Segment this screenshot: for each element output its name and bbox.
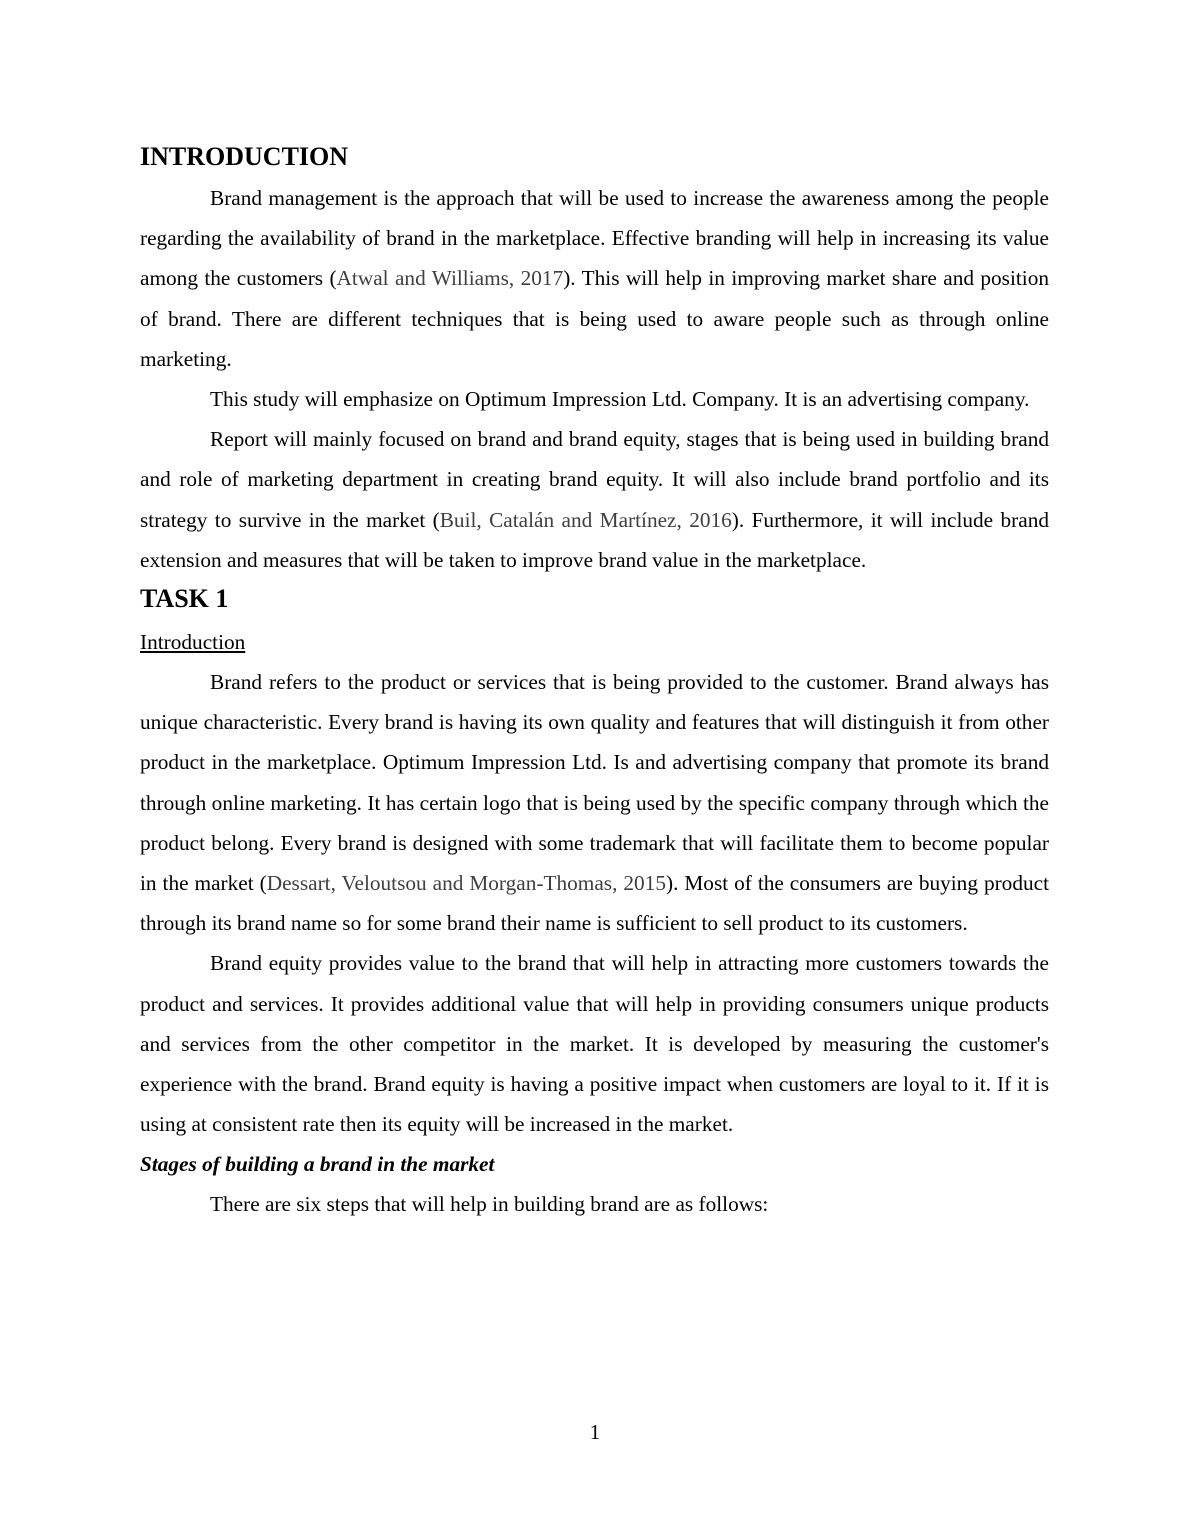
task-1-heading: TASK 1 (140, 584, 229, 614)
document-page (140, 140, 1049, 1225)
intro-paragraph-1 (140, 178, 1049, 379)
intro-p3-text-end: ). Furthermore, it will include brand extension and measures that will be taken to improve brand value in the marketplace. (140, 507, 1049, 572)
task-1-introduction-subheading: Introduction (140, 630, 246, 655)
intro-p1-text-start: Brand management is the approach that will be used to increase the awareness among the people regarding the availability of brand in the marketplace. Effective branding will help in increasing its value among the customers ( (140, 186, 1049, 291)
task-1-p1-text-start: Brand refers to the product or services that is being provided to the customer. Brand always has unique characteristic. Every brand is having its own quality and features that will distinguish it from other product in the marketplace. Optimum Impression Ltd. Is and advertising company that promote its brand through online marketing. It has certain logo that is being used by the specific company through which the product belong. Every brand is designed with some trademark that will facilitate them to become popular in the market ( (140, 670, 1049, 896)
introduction-heading: INTRODUCTION (140, 142, 349, 171)
citation-dessart-veloutsou: Dessart, Veloutsou and Morgan-Thomas, 2015 (266, 871, 666, 896)
intro-p1-text-end: ). This will help in improving market share and position of brand. There are different techniques that is being used to aware people such as through online marketing. (140, 266, 1049, 371)
task-1-paragraph-1 (140, 662, 1049, 943)
intro-paragraph-2: This study will emphasize on Optimum Impression Ltd. Company. It is an advertising company. (210, 387, 1030, 412)
intro-paragraph-3 (140, 419, 1049, 580)
citation-buil-catalan-martinez: Buil, Catalán and Martínez, 2016 (439, 507, 732, 532)
stages-subheading: Stages of building a brand in the market (140, 1152, 495, 1177)
page-number: 1 (589, 1420, 601, 1444)
task-1-p1-text-end: ). Most of the consumers are buying product through its brand name so for some brand their name is sufficient to sell product to its customers. (140, 871, 1049, 936)
task-1-paragraph-2: Brand equity provides value to the brand that will help in attracting more customers towards the product and services. It provides additional value that will help in providing consumers unique products and services from the other competitor in the market. It is developed by measuring the customer's experience with the brand. Brand equity is having a positive impact when customers are loyal to it. If it is using at consistent rate then its equity will be increased in the market. (140, 951, 1049, 1137)
intro-p3-text-start: Report will mainly focused on brand and brand equity, stages that is being used in building brand and role of marketing department in creating brand equity. It will also include brand portfolio and its strategy to survive in the market ( (140, 427, 1049, 532)
citation-atwal-williams: Atwal and Williams, 2017 (336, 266, 564, 291)
stages-intro-paragraph: There are six steps that will help in building brand are as follows: (210, 1192, 769, 1217)
